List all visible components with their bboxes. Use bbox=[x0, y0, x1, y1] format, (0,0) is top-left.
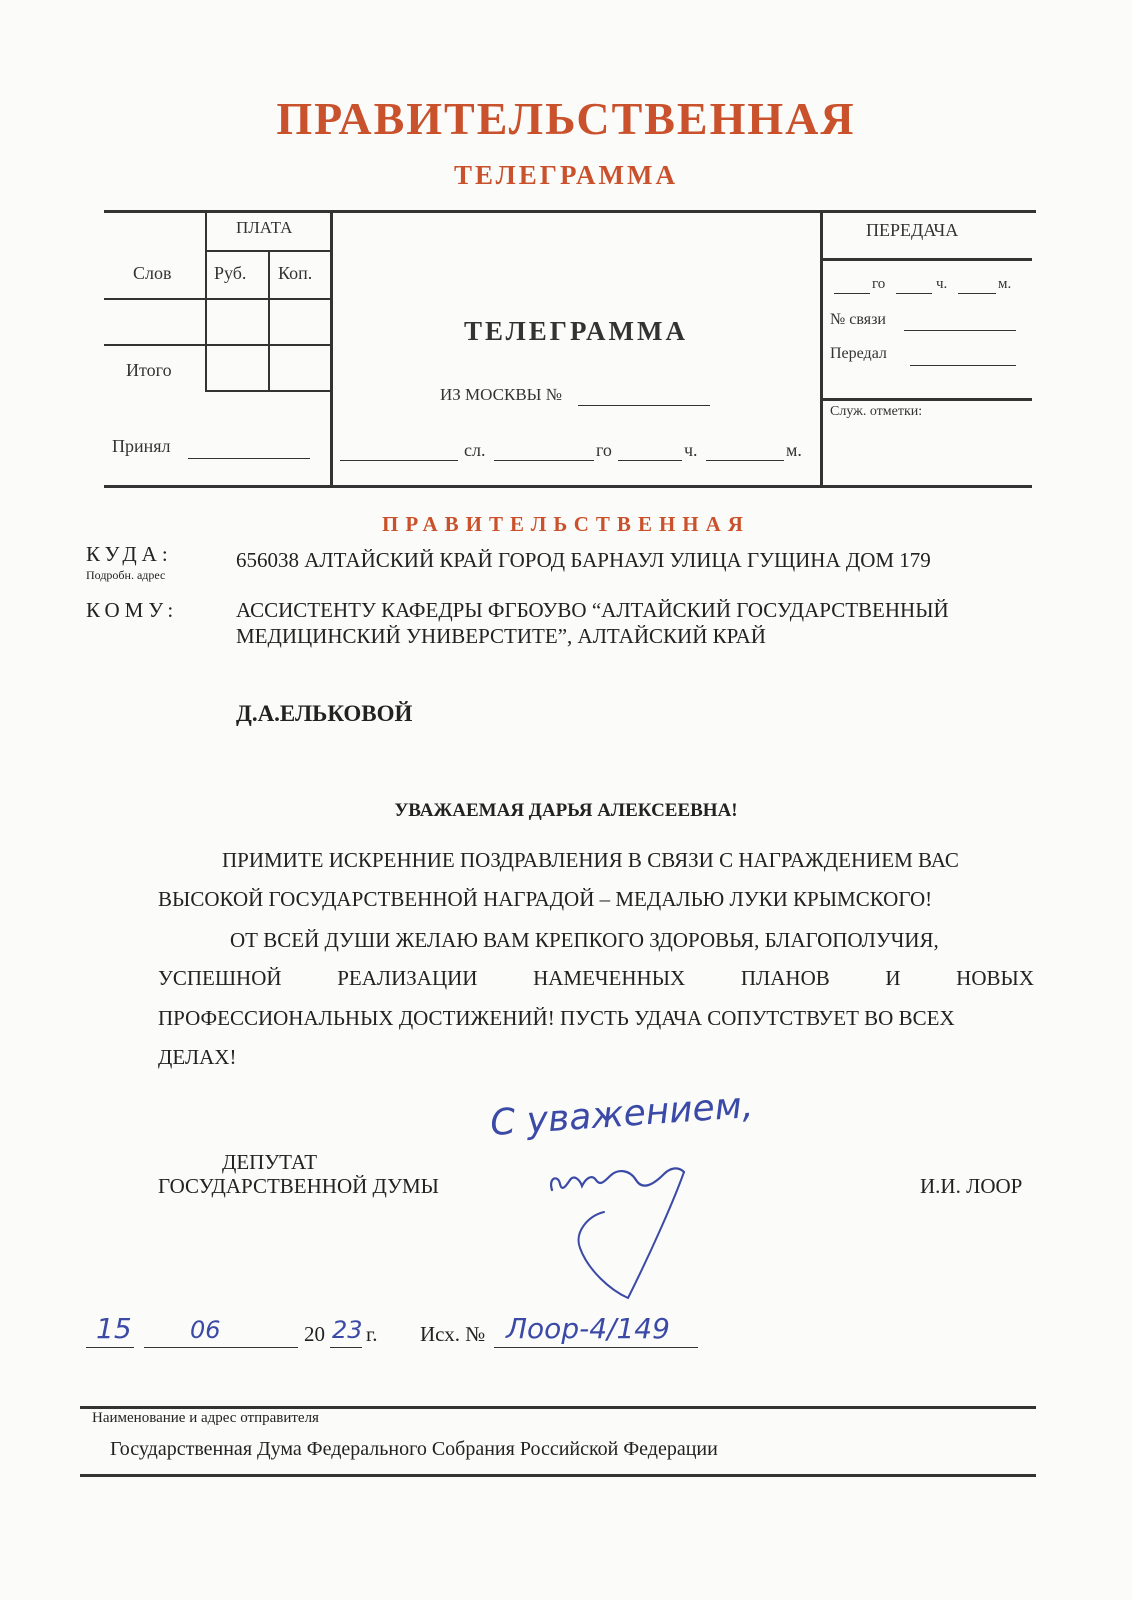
go-blank bbox=[494, 460, 594, 461]
sluzh-otmetki-label: Служ. отметки: bbox=[830, 404, 923, 419]
form-divider-right bbox=[820, 210, 823, 486]
word: НАМЕЧЕННЫХ bbox=[533, 966, 686, 990]
recipient-name: Д.А.ЕЛЬКОВОЙ bbox=[236, 701, 413, 726]
month-blank bbox=[144, 1347, 298, 1348]
itogo-label: Итого bbox=[126, 360, 172, 380]
peredacha-line bbox=[820, 258, 1032, 261]
kuda-label: КУДА: bbox=[86, 542, 173, 566]
komu-line-2: МЕДИЦИНСКИЙ УНИВЕРСТИТЕ”, АЛТАЙСКИЙ КРАЙ bbox=[236, 624, 766, 648]
grid-v2 bbox=[268, 250, 270, 390]
peredal-label: Передал bbox=[830, 345, 887, 362]
iz-moskvy-blank bbox=[578, 405, 710, 406]
grid-h2 bbox=[104, 298, 331, 300]
word: РЕАЛИЗАЦИИ bbox=[337, 966, 478, 990]
ref-value: Лоор-4/149 bbox=[506, 1312, 670, 1345]
nomer-svyazi-label: № связи bbox=[830, 311, 886, 328]
position-line-2: ГОСУДАРСТВЕННОЙ ДУМЫ bbox=[158, 1174, 439, 1198]
grid-h1 bbox=[205, 250, 331, 252]
position-line-1: ДЕПУТАТ bbox=[222, 1150, 318, 1174]
prinyal-blank bbox=[188, 458, 310, 459]
category-label: ПРАВИТЕЛЬСТВЕННАЯ bbox=[382, 512, 750, 536]
paragraph-1-line-1: ПРИМИТЕ ИСКРЕННИЕ ПОЗДРАВЛЕНИЯ В СВЯЗИ С НАГРАЖДЕНИЕМ ВАС bbox=[222, 848, 959, 872]
handwritten-greeting: С уважением, bbox=[488, 1084, 755, 1145]
year-unit: г. bbox=[366, 1322, 378, 1346]
form-bottom-border bbox=[104, 485, 1032, 488]
year-blank bbox=[330, 1347, 362, 1348]
sl-label: сл. bbox=[464, 440, 486, 460]
grid-h4 bbox=[205, 390, 331, 392]
word: ПЛАНОВ bbox=[740, 966, 830, 990]
nomer-svyazi-blank bbox=[904, 330, 1016, 331]
rub-label: Руб. bbox=[214, 263, 247, 283]
sender-value: Государственная Дума Федерального Собрания Российской Федерации bbox=[110, 1438, 718, 1460]
date-reference-row bbox=[86, 1312, 766, 1352]
plata-label: ПЛАТА bbox=[236, 218, 293, 237]
paragraph-2-line-4: ДЕЛАХ! bbox=[158, 1045, 237, 1069]
go-label: го bbox=[596, 440, 612, 460]
grid-v1 bbox=[205, 210, 207, 390]
month-value: 06 bbox=[190, 1316, 221, 1344]
paragraph-2-line-3: ПРОФЕССИОНАЛЬНЫХ ДОСТИЖЕНИЙ! ПУСТЬ УДАЧА СОПУТСТВУЕТ ВО ВСЕХ bbox=[158, 1006, 955, 1030]
ch-label: ч. bbox=[684, 440, 698, 460]
telegram-heading: ТЕЛЕГРАММА bbox=[464, 316, 688, 346]
kuda-value: 656038 АЛТАЙСКИЙ КРАЙ ГОРОД БАРНАУЛ УЛИЦА ГУЩИНА ДОМ 179 bbox=[236, 548, 931, 572]
p-m-blank bbox=[958, 293, 996, 294]
day-value: 15 bbox=[96, 1312, 132, 1345]
word: И bbox=[885, 966, 901, 990]
p-go-blank bbox=[834, 293, 870, 294]
sender-bottom-border bbox=[80, 1474, 1036, 1477]
prinyal-label: Принял bbox=[112, 436, 171, 456]
word: УСПЕШНОЙ bbox=[158, 966, 282, 990]
kuda-sub-label: Подробн. адрес bbox=[86, 568, 166, 582]
year-suffix: 23 bbox=[332, 1316, 363, 1344]
year-prefix: 20 bbox=[304, 1322, 325, 1346]
header-title-main: ПРАВИТЕЛЬСТВЕННАЯ bbox=[276, 93, 856, 144]
form-top-border bbox=[104, 210, 1036, 213]
p-m-label: м. bbox=[998, 276, 1012, 292]
sender-label: Наименование и адрес отправителя bbox=[92, 1410, 319, 1426]
p-go-label: го bbox=[872, 276, 886, 292]
sluzh-line bbox=[820, 398, 1032, 401]
p-ch-label: ч. bbox=[936, 276, 948, 292]
paragraph-2-line-2 bbox=[158, 966, 1034, 991]
slov-label: Слов bbox=[133, 263, 172, 283]
paragraph-1-line-2: ВЫСОКОЙ ГОСУДАРСТВЕННОЙ НАГРАДОЙ – МЕДАЛЬЮ ЛУКИ КРЫМСКОГО! bbox=[158, 887, 933, 911]
iz-moskvy-label: ИЗ МОСКВЫ № bbox=[440, 385, 562, 404]
ref-label: Исх. № bbox=[420, 1322, 486, 1346]
paragraph-2-line-1: ОТ ВСЕЙ ДУШИ ЖЕЛАЮ ВАМ КРЕПКОГО ЗДОРОВЬЯ, БЛАГОПОЛУЧИЯ, bbox=[230, 928, 939, 952]
word: НОВЫХ bbox=[956, 966, 1034, 990]
m-blank bbox=[706, 460, 784, 461]
m-label: м. bbox=[786, 440, 802, 460]
ref-blank bbox=[494, 1347, 698, 1348]
grid-h3 bbox=[205, 344, 331, 346]
header-title-sub: ТЕЛЕГРАММА bbox=[454, 160, 678, 190]
sl-blank bbox=[340, 460, 458, 461]
ch-blank bbox=[618, 460, 682, 461]
grid-h3b bbox=[104, 344, 205, 346]
day-blank bbox=[86, 1347, 134, 1348]
sender-top-border bbox=[80, 1406, 1036, 1409]
komu-label: КОМУ: bbox=[86, 598, 179, 622]
komu-line-1: АССИСТЕНТУ КАФЕДРЫ ФГБОУВО “АЛТАЙСКИЙ ГОСУДАРСТВЕННЫЙ bbox=[236, 598, 949, 622]
salutation: УВАЖАЕМАЯ ДАРЬЯ АЛЕКСЕЕВНА! bbox=[394, 800, 738, 821]
signature-icon bbox=[540, 1160, 710, 1310]
kop-label: Коп. bbox=[278, 263, 313, 283]
signer-name: И.И. ЛООР bbox=[920, 1174, 1023, 1198]
peredacha-label: ПЕРЕДАЧА bbox=[866, 220, 959, 240]
p-ch-blank bbox=[896, 293, 932, 294]
peredal-blank bbox=[910, 365, 1016, 366]
